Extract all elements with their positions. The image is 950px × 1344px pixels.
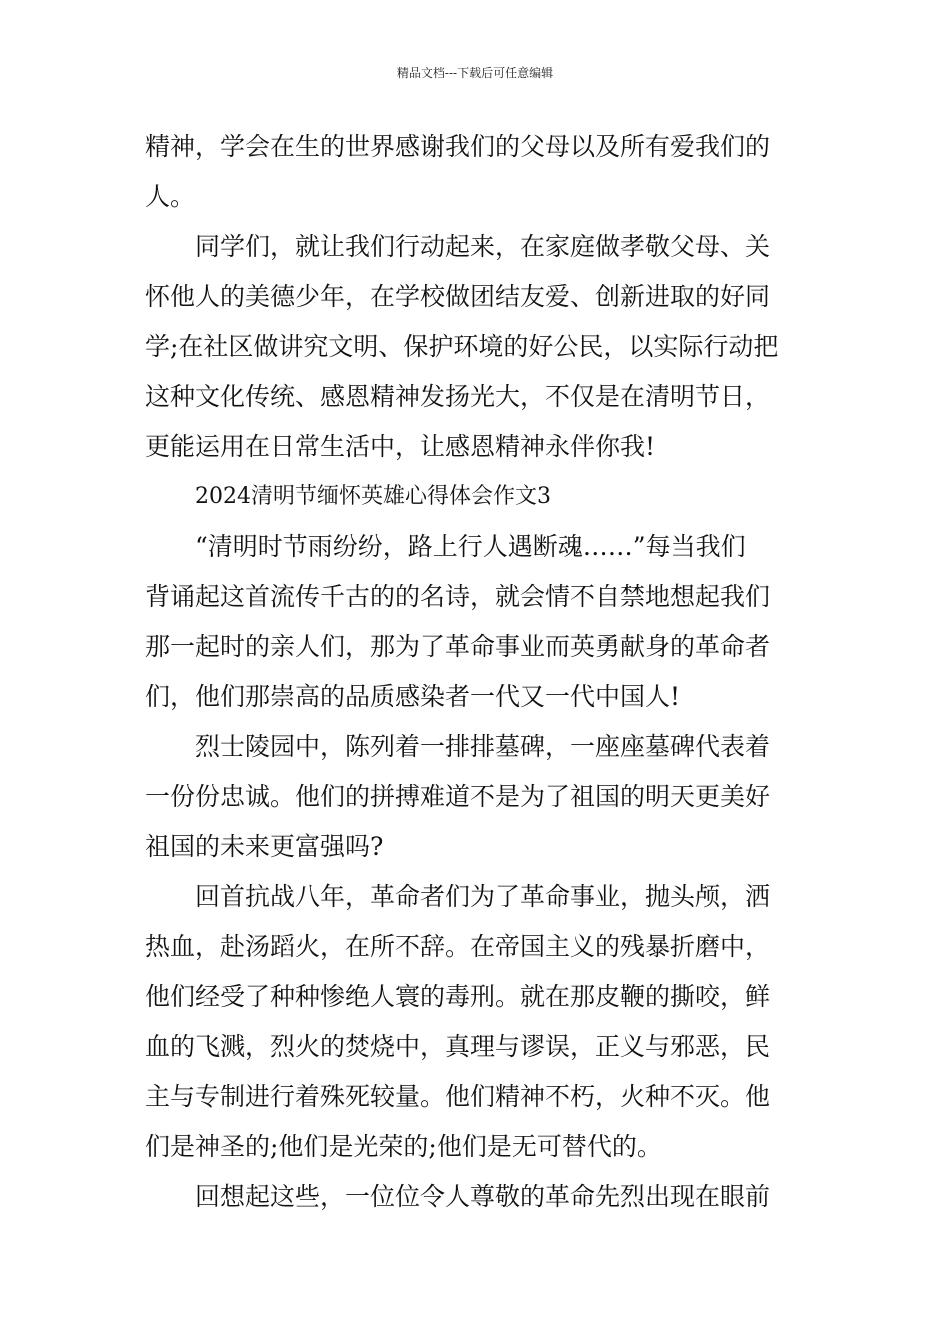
paragraph-start: 烈士陵园中，陈列着一排排墓碑，一座座墓碑代表着 <box>195 732 771 761</box>
text-line: 人。 <box>145 182 196 211</box>
paragraph-start: “清明时节雨纷纷，路上行人遇断魂……”每当我们 <box>195 532 746 561</box>
text-line: 怀他人的美德少年，在学校做团结友爱、创新进取的好同 <box>145 282 771 311</box>
paragraph-start: 同学们，就让我们行动起来，在家庭做孝敬父母、关 <box>195 232 771 261</box>
text-line: 那一起时的亲人们，那为了革命事业而英勇献身的革命者 <box>145 632 771 661</box>
document-body <box>145 122 810 1222</box>
paragraph-start: 回首抗战八年，革命者们为了革命事业，抛头颅，洒 <box>195 882 771 911</box>
text-line: 更能运用在日常生活中，让感恩精神永伴你我! <box>145 432 656 461</box>
paragraph-start: 回想起这些，一位位令人尊敬的革命先烈出现在眼前 <box>195 1182 771 1211</box>
text-line: 这种文化传统、感恩精神发扬光大，不仅是在清明节日， <box>145 382 771 411</box>
text-line: 血的飞溅，烈火的焚烧中，真理与谬误，正义与邪恶，民 <box>145 1032 771 1061</box>
text-line: 精神，学会在生的世界感谢我们的父母以及所有爱我们的 <box>145 132 771 161</box>
text-line: 祖国的未来更富强吗? <box>145 832 384 861</box>
text-line: 学;在社区做讲究文明、保护环境的好公民，以实际行动把 <box>145 332 779 361</box>
text-line: 热血，赴汤蹈火，在所不辞。在帝国主义的残暴折磨中， <box>145 932 771 961</box>
text-line: 们是神圣的;他们是光荣的;他们是无可替代的。 <box>145 1132 662 1161</box>
text-line: 背诵起这首流传千古的的名诗，就会情不自禁地想起我们 <box>145 582 771 611</box>
text-line: 一份份忠诚。他们的拼搏难道不是为了祖国的明天更美好 <box>145 782 771 811</box>
text-line: 主与专制进行着殊死较量。他们精神不朽，火种不灭。他 <box>145 1082 771 1111</box>
text-line: 他们经受了种种惨绝人寰的毒刑。就在那皮鞭的撕咬，鲜 <box>145 982 771 1011</box>
section-title: 2024清明节缅怀英雄心得体会作文3 <box>195 484 551 509</box>
page-header: 精品文档---下载后可任意编辑 <box>396 66 554 80</box>
text-line: 们，他们那崇高的品质感染者一代又一代中国人! <box>145 682 681 711</box>
